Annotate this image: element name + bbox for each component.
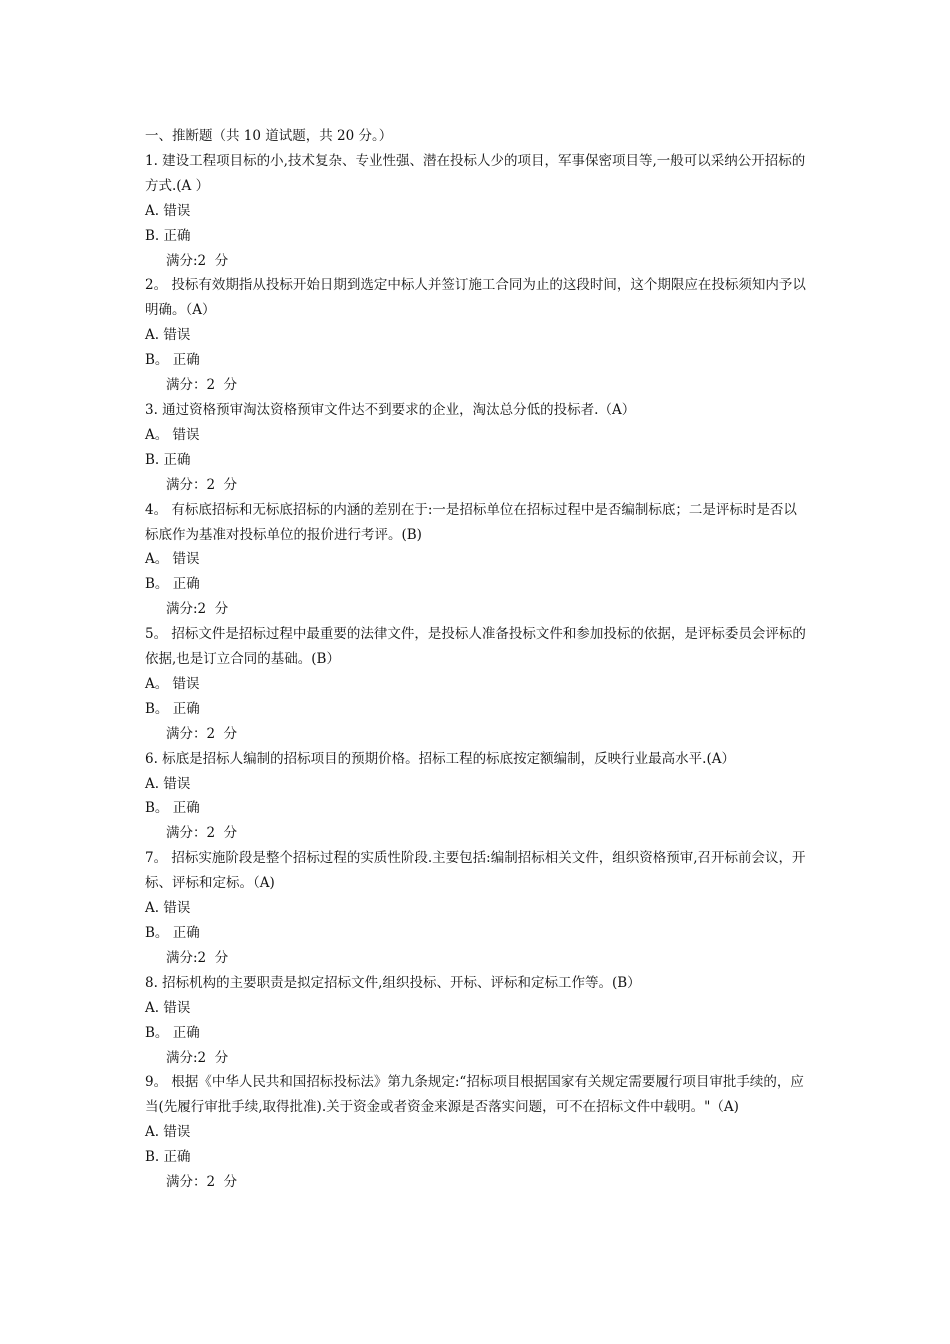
option-b: B。 正确 xyxy=(145,800,200,817)
question-block xyxy=(145,149,810,274)
question-list xyxy=(145,149,810,1195)
option-a: A。 错误 xyxy=(145,551,200,568)
option-a: A. 错误 xyxy=(145,327,191,344)
option-b: B. 正确 xyxy=(145,451,191,468)
option-a: A. 错误 xyxy=(145,202,191,219)
question-block xyxy=(145,498,810,623)
question-block xyxy=(145,971,810,1071)
question-text: 6. 标底是招标人编制的招标项目的预期价格。招标工程的标底按定额编制，反映行业最高水平.(A） xyxy=(145,750,735,767)
question-score: 满分：2 分 xyxy=(166,377,238,394)
question-text: 4。 有标底招标和无标底招标的内涵的差别在于:一是招标单位在招标过程中是否编制标底；二是评标时是否以标底作为基准对投标单位的报价进行考评。(B) xyxy=(145,501,797,543)
option-a: A。 错误 xyxy=(145,675,200,692)
question-score: 满分:2 分 xyxy=(166,949,229,966)
option-a: A。 错误 xyxy=(145,426,200,443)
question-block xyxy=(145,273,810,398)
option-b: B. 正确 xyxy=(145,1149,191,1166)
question-block xyxy=(145,747,810,847)
question-text: 7。 招标实施阶段是整个招标过程的实质性阶段.主要包括:编制招标相关文件，组织资格预审,召开标前会议，开标、评标和定标。（A) xyxy=(145,850,806,892)
option-b: B。 正确 xyxy=(145,1024,200,1041)
question-text: 8. 招标机构的主要职责是拟定招标文件,组织投标、开标、评标和定标工作等。(B） xyxy=(145,974,641,991)
option-a: A. 错误 xyxy=(145,775,191,792)
question-score: 满分:2 分 xyxy=(166,601,229,618)
question-text: 5。 招标文件是招标过程中最重要的法律文件，是投标人准备投标文件和参加投标的依据，是评标委员会评标的依据,也是订立合同的基础。(B） xyxy=(145,626,806,668)
question-text: 1. 建设工程项目标的小,技术复杂、专业性强、潜在投标人少的项目，军事保密项目等,一般可以采纳公开招标的方式.(A ） xyxy=(145,152,806,194)
question-score: 满分：2 分 xyxy=(166,476,238,493)
option-a: A. 错误 xyxy=(145,999,191,1016)
option-a: A. 错误 xyxy=(145,900,191,917)
option-b: B。 正确 xyxy=(145,352,200,369)
option-b: B. 正确 xyxy=(145,227,191,244)
question-block xyxy=(145,398,810,498)
question-block xyxy=(145,846,810,971)
question-block xyxy=(145,622,810,747)
question-score: 满分：2 分 xyxy=(166,725,238,742)
section-title: 一、推断题（共 10 道试题，共 20 分。） xyxy=(145,128,393,144)
option-b: B。 正确 xyxy=(145,925,200,941)
question-block xyxy=(145,1070,810,1195)
question-text: 9。 根据《中华人民共和国招标投标法》第九条规定:“招标项目根据国家有关规定需要履行项目审批手续的，应当(先履行审批手续,取得批准).关于资金或者资金来源是否落实问题，可不在招标文件中载明。"（A) xyxy=(145,1074,804,1116)
question-text: 3. 通过资格预审淘汰资格预审文件达不到要求的企业，淘汰总分低的投标者.（A） xyxy=(145,401,636,418)
question-score: 满分:2 分 xyxy=(166,252,229,269)
question-score: 满分：2 分 xyxy=(166,1174,238,1191)
question-text: 2。 投标有效期指从投标开始日期到选定中标人并签订施工合同为止的这段时间，这个期限应在投标须知内予以明确。（A） xyxy=(145,277,806,319)
option-b: B。 正确 xyxy=(145,700,200,717)
question-score: 满分：2 分 xyxy=(166,825,238,842)
option-a: A. 错误 xyxy=(145,1124,191,1141)
document-page xyxy=(145,124,810,1195)
question-score: 满分:2 分 xyxy=(166,1049,229,1066)
option-b: B。 正确 xyxy=(145,576,200,593)
